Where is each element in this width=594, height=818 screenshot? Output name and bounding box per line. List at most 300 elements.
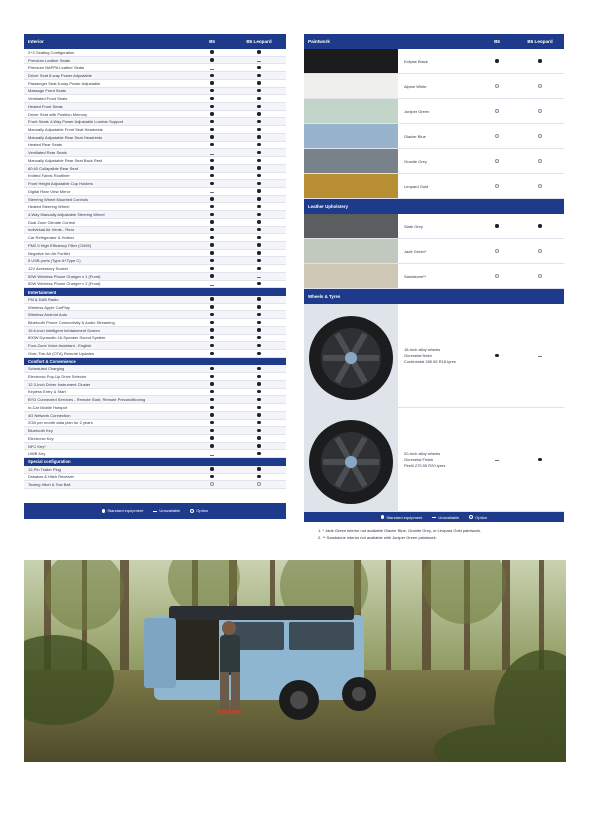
feature-name: Scheduled Charging [28, 366, 65, 372]
paint-header-leopard: B5 Leopard [527, 39, 553, 44]
leopard-availability [232, 312, 286, 317]
option-circle-icon [538, 159, 542, 163]
feature-name: 2GB per month data plan for 2 years [28, 420, 93, 426]
interior-table-body [24, 49, 286, 489]
standard-dot-icon [210, 174, 213, 177]
b5-availability [478, 159, 516, 164]
leopard-availability [232, 96, 286, 101]
standard-dot-icon [257, 421, 260, 424]
standard-dot-icon [257, 452, 260, 455]
legend-option [469, 515, 487, 520]
table-row [24, 335, 286, 343]
standard-dot-icon [257, 313, 260, 316]
leopard-availability [232, 104, 286, 109]
section-header: Comfort & Convenience [24, 358, 286, 366]
table-row [24, 57, 286, 65]
table-row [24, 450, 286, 458]
b5-availability [192, 181, 232, 186]
feature-name: Digital Rear View Mirror [28, 188, 71, 194]
standard-dot-icon [210, 421, 213, 424]
option-circle-icon [495, 84, 499, 88]
option-circle-icon [538, 84, 542, 88]
b5-availability [192, 104, 232, 109]
leopard-availability [232, 150, 286, 155]
swatch-row [304, 74, 564, 99]
interior-legend [24, 503, 286, 519]
b5-availability [192, 197, 232, 202]
standard-dot-icon [257, 74, 260, 77]
standard-dot-icon [257, 197, 260, 200]
swatch-name: Juniper Green [404, 108, 430, 114]
table-row [24, 242, 286, 250]
swatch-name: Granite Grey [404, 158, 427, 164]
feature-name: Front Seats 4-Way Power Adjustable Lumbar Support [28, 119, 124, 125]
standard-dot-icon [257, 390, 260, 393]
option-circle-icon [538, 249, 542, 253]
standard-dot-icon [210, 243, 213, 246]
standard-dot-icon [257, 159, 260, 162]
swatch-name: Sandstone** [404, 273, 427, 279]
standard-dot-icon [257, 382, 260, 385]
b5-availability [192, 65, 232, 70]
standard-dot-icon [381, 515, 384, 518]
standard-dot-icon [257, 112, 260, 115]
b5-availability [192, 436, 232, 441]
legend-standard [102, 508, 143, 513]
swatch-name: Leopard Gold [404, 183, 429, 189]
standard-dot-icon [257, 105, 260, 108]
standard-dot-icon [257, 182, 260, 185]
table-row [24, 72, 286, 80]
leopard-availability [516, 159, 564, 164]
leopard-availability [232, 297, 286, 302]
standard-dot-icon [257, 220, 260, 223]
feature-name: Heated Steering Wheel [28, 204, 70, 210]
standard-dot-icon [257, 336, 260, 339]
feature-name: Driver Seat with Position Memory [28, 111, 88, 117]
interior-header-label: Interior [28, 39, 44, 44]
standard-dot-icon [257, 344, 260, 347]
swatch-row [304, 149, 564, 174]
leopard-availability [232, 197, 286, 202]
standard-dot-icon [210, 213, 213, 216]
standard-dot-icon [257, 128, 260, 131]
table-row [24, 165, 286, 173]
feature-name: Dual Zone Climate Control [28, 219, 76, 225]
standard-dot-icon [257, 429, 260, 432]
table-row [24, 304, 286, 312]
leopard-availability [232, 166, 286, 171]
interior-header-b5: B5 [209, 39, 215, 44]
b5-availability [478, 224, 516, 229]
table-row [24, 257, 286, 265]
feature-name: 15.6-Inch Intelligent Infotainment Screen [28, 327, 100, 333]
feature-name: Electronic Pop-Up Drive Selector [28, 374, 87, 380]
color-swatch [304, 74, 398, 98]
standard-dot-icon [102, 509, 105, 512]
standard-dot-icon [257, 50, 260, 53]
table-row [24, 64, 286, 72]
standard-dot-icon [257, 305, 260, 308]
standard-dot-icon [257, 398, 260, 401]
feature-name: 2+3 Seating Configuration [28, 49, 75, 55]
standard-dot-icon [257, 251, 260, 254]
b5-availability [478, 249, 516, 254]
feature-name: 50W Wireless Phone Charger x 1 (Front) [28, 273, 101, 279]
paint-header-label: Paintwork [308, 39, 330, 44]
standard-dot-icon [257, 367, 260, 370]
standard-dot-icon [257, 205, 260, 208]
standard-dot-icon [210, 58, 213, 61]
table-row [24, 173, 286, 181]
table-row [24, 365, 286, 373]
standard-dot-icon [495, 59, 498, 62]
b5-availability [192, 374, 232, 379]
leopard-availability [232, 73, 286, 78]
standard-dot-icon [210, 313, 213, 316]
legend-standard [381, 515, 422, 520]
b5-availability [192, 320, 232, 325]
table-row [24, 327, 286, 335]
wheels-section-title: Wheels & Tyres [304, 289, 564, 304]
standard-dot-icon [210, 120, 213, 123]
feature-name: Ventilated Front Seats [28, 96, 68, 102]
interior-spec-table [24, 34, 286, 519]
b5-availability [192, 189, 232, 194]
table-row [24, 80, 286, 88]
interior-table-header [24, 34, 286, 49]
leopard-availability [232, 127, 286, 132]
option-circle-icon [495, 249, 499, 253]
leopard-availability [232, 189, 286, 194]
leopard-availability [232, 451, 286, 456]
b5-availability [192, 428, 232, 433]
leopard-availability [232, 227, 286, 232]
b5-availability [478, 184, 516, 189]
feature-name: Passenger Seat 6-way Power Adjustable [28, 80, 101, 86]
feature-name: Driver Seat 8-way Power Adjustable [28, 73, 92, 79]
swatch-row [304, 174, 564, 199]
feature-name: 800W Dynaudio 16-Speaker Sound System [28, 335, 106, 341]
b5-availability [192, 297, 232, 302]
b5-availability [192, 243, 232, 248]
color-swatch [304, 124, 398, 148]
leopard-availability [232, 343, 286, 348]
section-header: Special configuration [24, 458, 286, 466]
table-row [24, 196, 286, 204]
standard-dot-icon [210, 251, 213, 254]
standard-dot-icon [210, 81, 213, 84]
standard-dot-icon [210, 297, 213, 300]
standard-dot-icon [538, 59, 541, 62]
leopard-availability [232, 320, 286, 325]
paint-header-b5: B5 [494, 39, 500, 44]
standard-dot-icon [210, 267, 213, 270]
standard-dot-icon [257, 213, 260, 216]
feature-name: 60:40 Collapsible Rear Seat [28, 165, 78, 171]
standard-dot-icon [257, 467, 260, 470]
standard-dot-icon [210, 128, 213, 131]
b5-availability [192, 173, 232, 178]
wheel-description [398, 347, 478, 365]
standard-dot-icon [257, 151, 260, 154]
leopard-availability [232, 266, 286, 271]
b5-availability [192, 397, 232, 402]
standard-dot-icon [210, 375, 213, 378]
standard-dot-icon [210, 89, 213, 92]
leopard-availability [232, 65, 286, 70]
feature-name: Wireless Android Auto [28, 312, 68, 318]
feature-name: 50W Wireless Phone Charger x 2 (Front) [28, 281, 101, 287]
table-row [24, 219, 286, 227]
table-row [24, 227, 286, 235]
leopard-availability [232, 281, 286, 286]
standard-dot-icon [210, 97, 213, 100]
swatch-name: Jade Green* [404, 248, 427, 254]
wheel-spec-line: 20-Inch alloy wheels [404, 450, 441, 456]
unavailable-dash-icon [257, 61, 261, 62]
feature-name: 4G Network Connection [28, 412, 71, 418]
table-row [24, 273, 286, 281]
table-row [24, 211, 286, 219]
standard-dot-icon [495, 224, 498, 227]
standard-dot-icon [210, 336, 213, 339]
standard-dot-icon [210, 321, 213, 324]
b5-availability [192, 274, 232, 279]
standard-dot-icon [257, 174, 260, 177]
option-circle-icon [538, 109, 542, 113]
standard-dot-icon [210, 274, 213, 277]
b5-availability [192, 73, 232, 78]
b5-availability [192, 444, 232, 449]
swatch-name: Glacier Blue [404, 133, 426, 139]
standard-dot-icon [257, 259, 260, 262]
option-circle-icon [495, 109, 499, 113]
leopard-availability [232, 274, 286, 279]
b5-availability [192, 158, 232, 163]
standard-dot-icon [210, 382, 213, 385]
leopard-availability [516, 184, 564, 189]
standard-dot-icon [210, 429, 213, 432]
table-row [24, 381, 286, 389]
table-row [24, 373, 286, 381]
swatch-row [304, 49, 564, 74]
leopard-availability [232, 397, 286, 402]
standard-dot-icon [257, 189, 260, 192]
swatch-name: Eclipse Black [404, 58, 428, 64]
swatch-row [304, 264, 564, 289]
leopard-availability [232, 243, 286, 248]
standard-dot-icon [210, 344, 213, 347]
b5-availability [192, 482, 232, 487]
legend-unavailable [432, 515, 459, 520]
b5-availability [192, 119, 232, 124]
standard-dot-icon [210, 328, 213, 331]
legend-option-label: Option [196, 508, 209, 514]
leopard-availability [232, 112, 286, 117]
table-row [24, 203, 286, 211]
table-row [24, 111, 286, 119]
b5-availability [192, 112, 232, 117]
unavailable-dash-icon [210, 192, 214, 193]
option-circle-icon [538, 184, 542, 188]
leopard-availability [232, 467, 286, 472]
option-circle-icon [210, 482, 214, 486]
feature-name: Manually Adjustable Front Seat Headrests [28, 127, 103, 133]
unavailable-dash-icon [153, 511, 157, 512]
table-row [24, 443, 286, 451]
interior-header-leopard: B5 Leopard [246, 39, 272, 44]
option-circle-icon [257, 482, 261, 486]
standard-dot-icon [257, 444, 260, 447]
leopard-availability [232, 428, 286, 433]
leopard-availability [516, 353, 564, 358]
wheel-spec-line: Gunmetal Finish [404, 456, 434, 462]
leopard-availability [516, 249, 564, 254]
standard-dot-icon [257, 375, 260, 378]
b5-availability [192, 389, 232, 394]
table-row [24, 319, 286, 327]
feature-name: UWB Key [28, 451, 46, 457]
feature-name: Premium NAPPA Leather Seats [28, 65, 85, 71]
standard-dot-icon [257, 89, 260, 92]
standard-dot-icon [210, 467, 213, 470]
b5-availability [192, 142, 232, 147]
table-row [24, 126, 286, 134]
standard-dot-icon [538, 458, 541, 461]
standard-dot-icon [210, 259, 213, 262]
wheel-spec-line: Continental 265 65 R18 tyres [404, 358, 456, 364]
option-circle-icon [495, 159, 499, 163]
standard-dot-icon [210, 74, 213, 77]
wheel-18-image [304, 304, 398, 407]
leopard-availability [232, 413, 286, 418]
b5-availability [192, 150, 232, 155]
feature-name: NFC Key* [28, 443, 46, 449]
leopard-availability [232, 258, 286, 263]
leopard-availability [232, 119, 286, 124]
standard-dot-icon [210, 143, 213, 146]
b5-availability [192, 81, 232, 86]
paint-table-header [304, 34, 564, 49]
b5-availability [192, 413, 232, 418]
b5-availability [478, 457, 516, 462]
wheel-row [304, 304, 564, 408]
standard-dot-icon [210, 135, 213, 138]
legend-standard-label: Standard equipment [107, 508, 144, 514]
b5-availability [192, 335, 232, 340]
leopard-availability [232, 50, 286, 55]
legend-unavailable-label: Unavailable [159, 508, 181, 514]
wheel-spec-line: Pirelli 275 55 R20 tyres [404, 462, 446, 468]
color-swatch [304, 174, 398, 198]
standard-dot-icon [257, 282, 260, 285]
standard-dot-icon [210, 367, 213, 370]
standard-dot-icon [257, 243, 260, 246]
feature-name: Drawbar & Hitch Receiver [28, 474, 75, 480]
standard-dot-icon [210, 182, 213, 185]
feature-name: Over-The-Air (OTA) Remote Updates [28, 350, 94, 356]
leopard-availability [232, 220, 286, 225]
leopard-availability [232, 204, 286, 209]
legend-option-label: Option [475, 514, 488, 520]
table-row [24, 342, 286, 350]
standard-dot-icon [210, 159, 213, 162]
leopard-availability [516, 134, 564, 139]
unavailable-dash-icon [210, 69, 214, 70]
feature-name: Individual Air Vents - Rear [28, 227, 75, 233]
feature-name: Ventilated Rear Seats [28, 150, 67, 156]
leopard-availability [232, 444, 286, 449]
table-row [24, 296, 286, 304]
table-row [24, 420, 286, 428]
feature-name: Wireless Apple CarPlay [28, 304, 70, 310]
forest-suv-photo [24, 560, 566, 762]
feature-name: 12-Pin Trailer Plug [28, 466, 61, 472]
standard-dot-icon [210, 105, 213, 108]
b5-availability [478, 109, 516, 114]
unavailable-dash-icon [210, 455, 214, 456]
table-spacer [24, 489, 286, 503]
feature-name: Premium Leather Seats [28, 57, 71, 63]
leopard-availability [232, 88, 286, 93]
unavailable-dash-icon [210, 285, 214, 286]
b5-availability [478, 59, 516, 64]
unavailable-dash-icon [495, 460, 499, 461]
table-row [24, 427, 286, 435]
wheel-row [304, 408, 564, 512]
standard-dot-icon [210, 305, 213, 308]
table-row [24, 234, 286, 242]
unavailable-dash-icon [257, 277, 261, 278]
standard-dot-icon [210, 112, 213, 115]
standard-dot-icon [257, 297, 260, 300]
option-circle-icon [538, 134, 542, 138]
leopard-availability [232, 173, 286, 178]
color-swatch [304, 264, 398, 288]
leopard-availability [232, 436, 286, 441]
option-circle-icon [190, 509, 194, 513]
paintwork-list [304, 49, 564, 199]
b5-availability [192, 451, 232, 456]
leopard-availability [232, 58, 286, 63]
feature-name: In-Car Mobile Hotspot [28, 404, 67, 410]
color-swatch [304, 49, 398, 73]
table-row [24, 49, 286, 57]
color-swatch [304, 99, 398, 123]
b5-availability [478, 353, 516, 358]
b5-availability [192, 351, 232, 356]
leopard-availability [516, 457, 564, 462]
feature-name: 5 USB ports (Type A+Type C) [28, 258, 81, 264]
unavailable-dash-icon [538, 356, 542, 357]
leopard-availability [516, 109, 564, 114]
standard-dot-icon [538, 224, 541, 227]
feature-name: Bluetooth Phone Connectivity & Audio Streaming [28, 320, 115, 326]
leopard-availability [232, 351, 286, 356]
b5-availability [478, 274, 516, 279]
standard-dot-icon [210, 444, 213, 447]
b5-availability [192, 96, 232, 101]
table-row [24, 149, 286, 157]
table-row [24, 481, 286, 489]
table-row [24, 474, 286, 482]
b5-availability [192, 312, 232, 317]
leopard-availability [516, 59, 564, 64]
swatch-name: Alpine White [404, 83, 427, 89]
standard-dot-icon [257, 228, 260, 231]
section-header: Entertainment [24, 288, 286, 296]
